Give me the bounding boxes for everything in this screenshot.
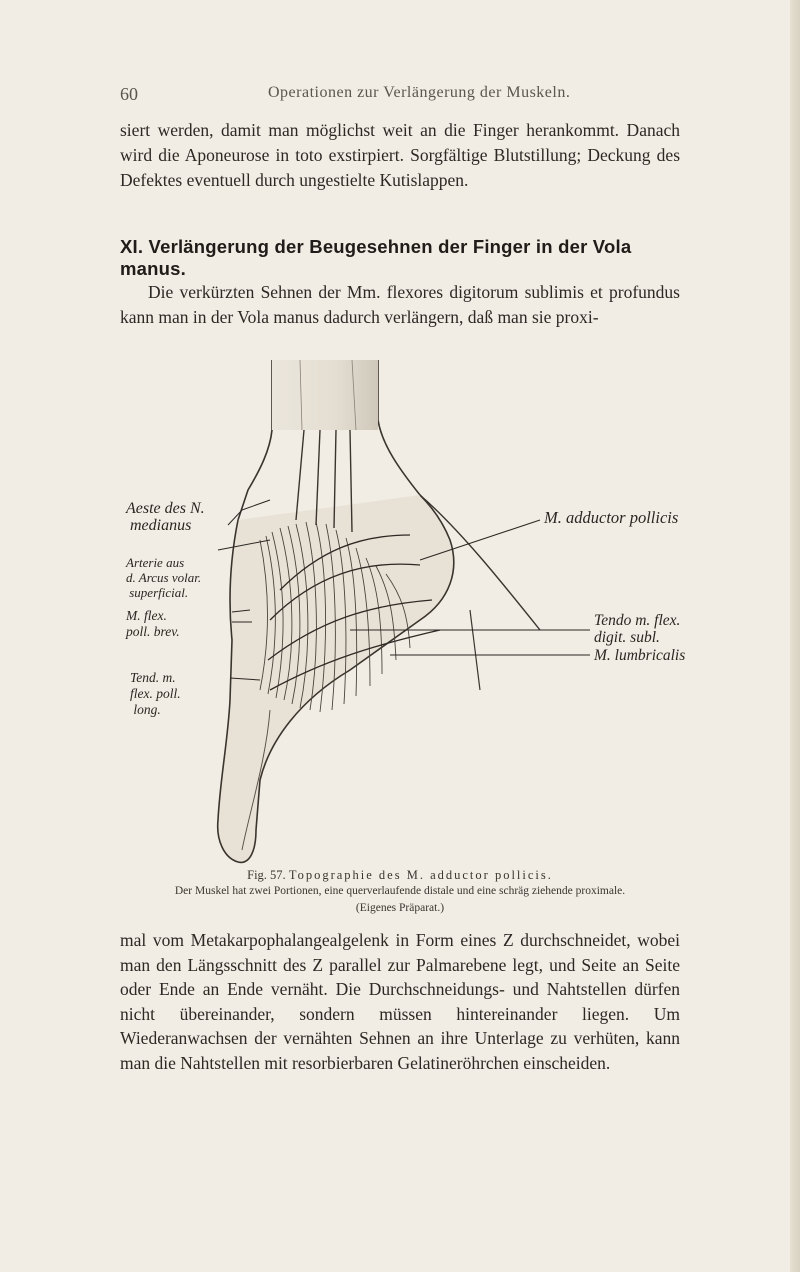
section-heading: XI. Verlängerung der Beugesehnen der Finger in der Vola manus. [120, 236, 632, 279]
paragraph-3: mal vom Metakarpophalangealgelenk in Form eines Z durchschneidet, wobei man den Längsschnitt des Z parallel zur Palmarebene legt, und Seite an Seite oder Ende an Ende vernäht. Die Durchschneidungs- und Nahtstellen dürfen nicht übereinander, sondern müssen hintereinander liegen. Um Wiederanwachsen der vernähten Sehnen an ihre Unterlage zu verhüten, kann man die Nahtstellen mit resorbierbaren Gelatineröhrchen einscheiden. [120, 930, 680, 1073]
paragraph-1: siert werden, damit man möglichst weit an die Finger herankommt. Danach wird die Aponeurose in toto exstirpiert. Sorgfältige Blutstillung; Deckung des Defektes eventuell durch ungestielte Kutislappen. [120, 120, 680, 190]
label-m-adductor-pollicis: M. adductor pollicis [544, 508, 679, 527]
label-aeste-medianus: Aeste des N. medianus [126, 500, 205, 534]
figure-caption-source: (Eigenes Präparat.) [355, 902, 445, 914]
page-number: 60 [120, 84, 138, 104]
label-m-flex-poll-brev: M. flex. poll. brev. [126, 608, 180, 639]
figure-number: Fig. 57. [247, 868, 286, 882]
label-arterie: Arterie aus d. Arcus volar. superficial. [126, 555, 202, 600]
page-header [120, 84, 680, 108]
figure-caption-title [120, 868, 680, 883]
anatomy-figure [120, 360, 686, 865]
paragraph-2: Die verkürzten Sehnen der Mm. flexores digitorum sublimis et profundus kann man in der Vola manus dadurch verlängern, daß man sie proxi- [120, 282, 680, 327]
wrist-outline [238, 360, 272, 520]
running-title: Operationen zur Verlängerung der Muskeln. [268, 84, 571, 101]
figure-title: Topographie des M. adductor pollicis. [288, 868, 553, 882]
label-tendo-flex-digit-subl: Tendo m. flex. digit. subl. [594, 612, 681, 646]
label-tend-m-flex-poll-long: Tend. m. flex. poll. long. [130, 670, 181, 717]
page-edge [790, 0, 800, 1272]
label-m-lumbricalis: M. lumbricalis [594, 647, 686, 664]
figure-caption-description: Der Muskel hat zwei Portionen, eine querverlaufende distale und eine schräg ziehende proximale. [174, 885, 626, 897]
